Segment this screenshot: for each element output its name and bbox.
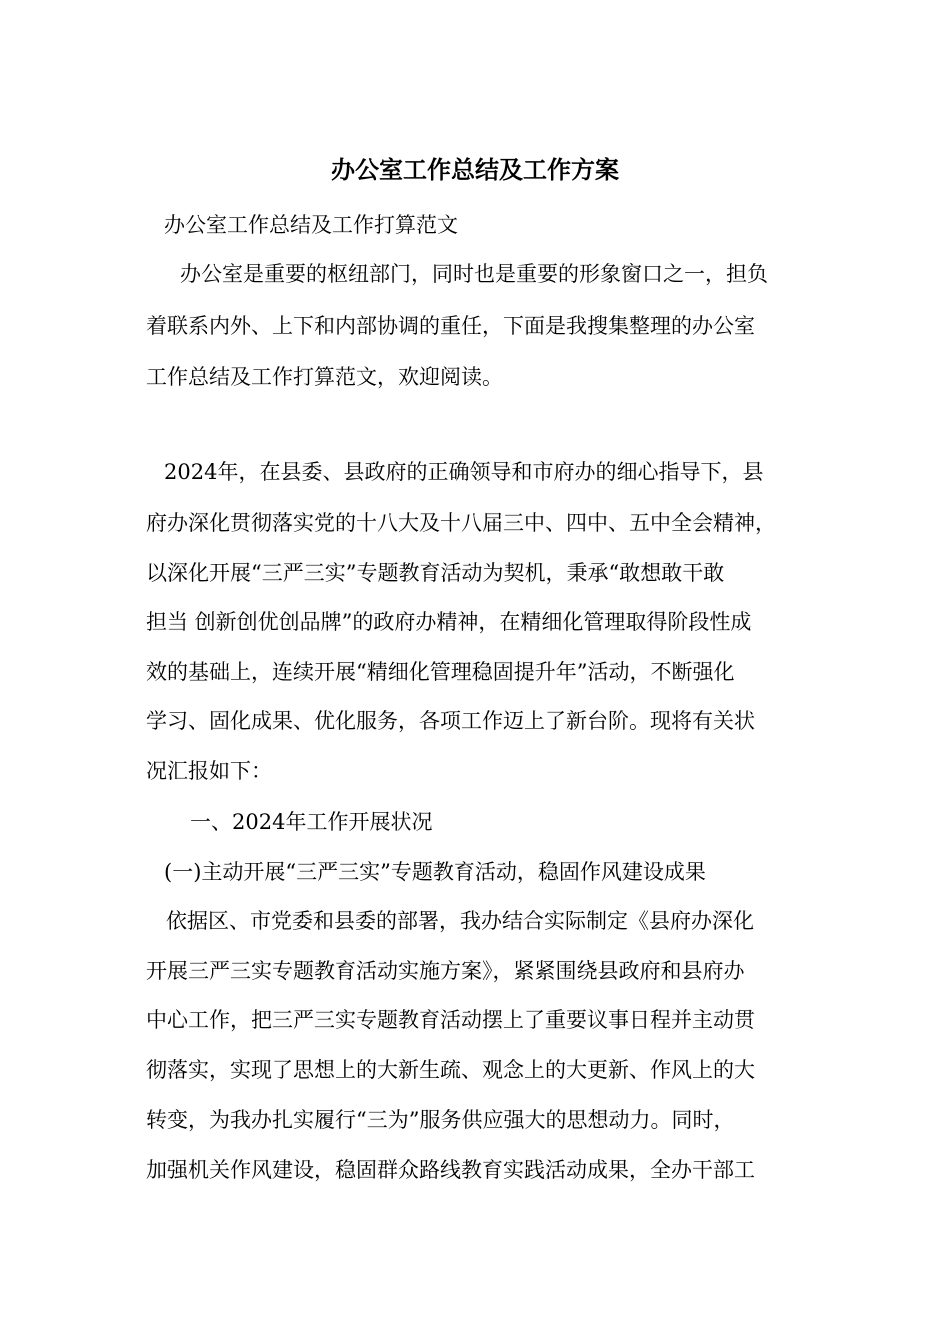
intro-line-3: 工作总结及工作打算范文，欢迎阅读。 [146,365,503,389]
body-line-6: 学习、固化成果、优化服务，各项工作迈上了新台阶。现将有关状 [146,709,755,733]
body2-line-5: 转变，为我办扎实履行“三为”服务供应强大的思想动力。同时， [146,1108,735,1132]
body2-line-6: 加强机关作风建设，稳固群众路线教育实践活动成果，全办干部工 [146,1158,755,1182]
body-line-1: 2024年，在县委、县政府的正确领导和市府办的细心指导下，县 [164,460,764,484]
intro-line-1: 办公室是重要的枢纽部门，同时也是重要的形象窗口之一，担负 [180,262,768,286]
body-line-2: 府办深化贯彻落实党的十八大及十八届三中、四中、五中全会精神， [146,511,776,535]
body2-line-4: 彻落实，实现了思想上的大新生疏、观念上的大更新、作风上的大 [146,1058,755,1082]
body-line-7: 况汇报如下： [146,759,272,783]
body-line-4: 担当 创新创优创品牌”的政府办精神，在精细化管理取得阶段性成 [146,610,752,634]
document-subtitle: 办公室工作总结及工作打算范文 [164,213,458,237]
intro-line-2: 着联系内外、上下和内部协调的重任，下面是我搜集整理的办公室 [146,314,755,338]
section-heading: 一、2024年工作开展状况 [190,810,433,834]
document-title: 办公室工作总结及工作方案 [331,155,619,184]
body-line-5: 效的基础上，连续开展“精细化管理稳固提升年”活动，不断强化 [146,660,735,684]
body2-line-2: 开展三严三实专题教育活动实施方案》，紧紧围绕县政府和县府办 [146,959,745,983]
body-line-3: 以深化开展“三严三实”专题教育活动为契机，秉承“敢想敢干敢 [146,561,725,585]
subsection-heading: (一)主动开展“三严三实”专题教育活动，稳固作风建设成果 [164,860,706,884]
body2-line-3: 中心工作，把三严三实专题教育活动摆上了重要议事日程并主动贯 [146,1008,755,1032]
body2-line-1: 依据区、市党委和县委的部署，我办结合实际制定《县府办深化 [166,909,754,933]
